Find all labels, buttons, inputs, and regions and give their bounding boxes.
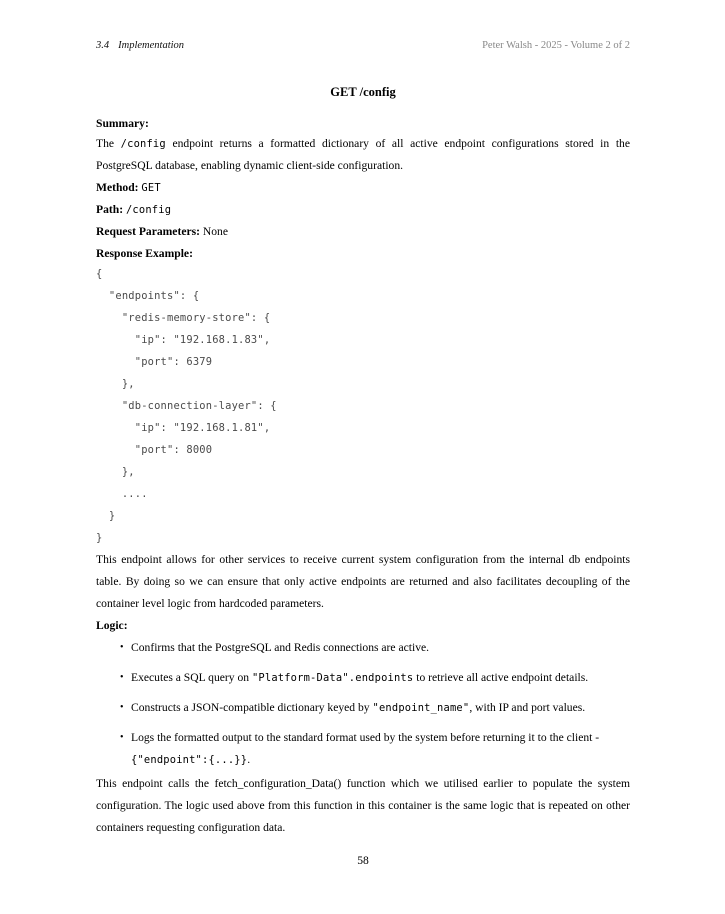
bullet-icon: •: [120, 702, 124, 713]
list-item: [96, 667, 630, 689]
method-value: GET: [141, 182, 161, 194]
code-line: {: [96, 268, 103, 280]
code-line: ....: [96, 488, 148, 500]
list-item-text: Logs the formatted output to the standard format used by the system before returning it to the client -: [131, 731, 600, 744]
bullet-icon: •: [120, 672, 124, 683]
list-item-text-post: to retrieve all active endpoint details.: [413, 671, 589, 684]
method-field: [96, 177, 630, 199]
code-line: "ip": "192.168.1.83",: [96, 334, 271, 346]
code-line: }: [96, 510, 116, 522]
list-item: [96, 637, 630, 659]
list-item: [96, 727, 630, 771]
summary-text-pre: The: [96, 137, 121, 150]
summary-inline-code: /config: [120, 138, 166, 150]
summary-text-post: endpoint returns a formatted dictionary of all active endpoint configurations stored in the PostgreSQL database, enabling dynamic client-side configuration.: [96, 137, 630, 172]
logic-label: Logic:: [96, 619, 128, 632]
code-line: },: [96, 466, 135, 478]
running-header-right: Peter Walsh - 2025 - Volume 2 of 2: [482, 40, 630, 51]
request-parameters-label: Request Parameters:: [96, 225, 200, 238]
list-item-inline-code: "endpoint_name": [372, 702, 470, 714]
list-item-text-post: , with IP and port values.: [469, 701, 586, 714]
code-line: "port": 8000: [96, 444, 213, 456]
response-example-code: [96, 263, 630, 549]
page-number: 58: [357, 854, 369, 867]
section-number: 3.4: [96, 40, 110, 51]
code-line: "port": 6379: [96, 356, 213, 368]
list-item-text: Executes a SQL query on: [131, 671, 252, 684]
request-parameters-value: None: [202, 225, 229, 238]
bullet-icon: •: [120, 732, 124, 743]
code-line: "ip": "192.168.1.81",: [96, 422, 271, 434]
code-line: "redis-memory-store": {: [96, 312, 271, 324]
code-line: "db-connection-layer": {: [96, 400, 277, 412]
method-label: Method:: [96, 181, 139, 194]
list-item-inline-code: "Platform-Data".endpoints: [251, 672, 414, 684]
path-label: Path:: [96, 203, 124, 216]
bullet-icon: •: [120, 642, 124, 653]
endpoint-title: GET /config: [330, 85, 396, 99]
code-line: }: [96, 532, 103, 544]
response-example-label: Response Example:: [96, 247, 193, 260]
list-item-text: Constructs a JSON-compatible dictionary keyed by: [131, 701, 373, 714]
summary-paragraph: [96, 133, 630, 177]
summary-label: Summary:: [96, 117, 149, 130]
code-line: "endpoints": {: [96, 290, 200, 302]
path-field: [96, 199, 630, 221]
running-header-left: [96, 38, 184, 54]
running-header: [96, 38, 630, 54]
request-parameters-field: [96, 221, 630, 243]
list-item-text-post: .: [247, 753, 251, 766]
list-item-inline-code: {"endpoint":{...}}: [131, 754, 248, 766]
list-item: [96, 697, 630, 719]
section-title: Implementation: [118, 40, 185, 51]
closing-paragraph: This endpoint calls the fetch_configuration_Data() function which we utilised earlier to populate the system configuration. The logic used above from this function in this container is the same logic that is repeated on other containers requesting configuration data.: [96, 777, 630, 834]
path-value: /config: [125, 204, 172, 216]
list-item-text: Confirms that the PostgreSQL and Redis connections are active.: [131, 641, 430, 654]
description-paragraph: This endpoint allows for other services to receive current system configuration from the internal db endpoints table. By doing so we can ensure that only active endpoints are returned and also facilitates decoupling of the container level logic from hardcoded parameters.: [96, 553, 630, 610]
logic-bullet-list: [96, 637, 630, 779]
code-line: },: [96, 378, 135, 390]
